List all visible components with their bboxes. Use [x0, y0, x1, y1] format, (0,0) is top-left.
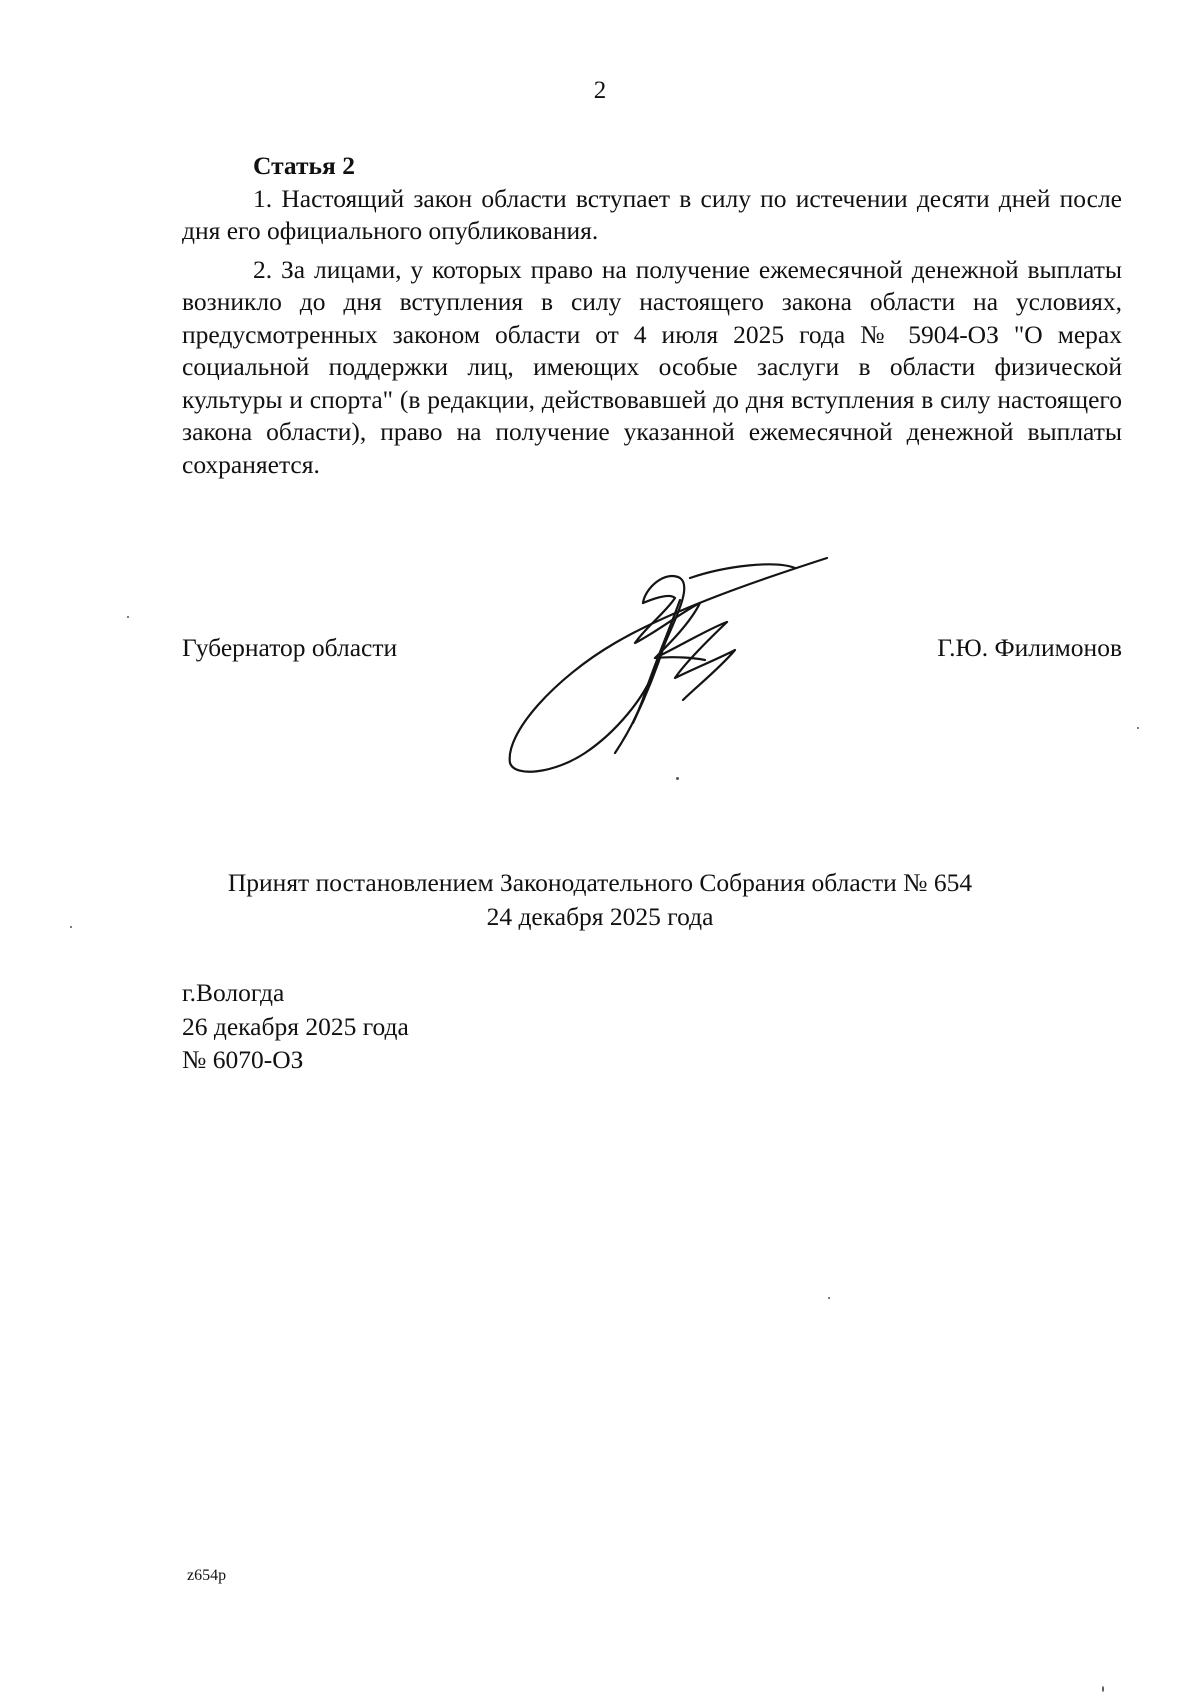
place-date-block — [182, 976, 409, 1077]
signatory-name: Г.Ю. Филимонов — [937, 633, 1122, 662]
city: г.Вологда — [182, 978, 285, 1007]
scan-speck — [70, 926, 72, 928]
scan-speck — [127, 616, 129, 618]
scan-speck — [676, 777, 679, 780]
article-title: Статья 2 — [253, 151, 355, 180]
signatory-position: Губернатор области — [182, 633, 398, 662]
scan-speck — [1102, 1686, 1104, 1692]
adoption-line-1: Принят постановлением Законодательного Собрания области № 654 — [227, 868, 973, 897]
article-paragraph-1: 1. Настоящий закон области вступает в силу по истечении десяти дней после дня его официального опубликования. — [182, 183, 1122, 245]
signing-date: 26 декабря 2025 года — [182, 1011, 409, 1041]
page-number: 2 — [593, 77, 607, 104]
scan-speck — [1137, 727, 1139, 729]
article-section — [182, 150, 1122, 481]
handwritten-signature — [495, 548, 835, 778]
article-paragraph-2: 2. За лицами, у которых право на получение ежемесячной денежной выплаты возникло до дня вступления в силу настоящего закона области на условиях, предусмотренных законом области от 4 июля 2025 года № 5904-ОЗ "О мерах социальной поддержки лиц, имеющих особые заслуги в области физической культуры и спорта" (в редакции, действовавшей до дня вступления в силу настоящего закона области), право на получение указанной ежемесячной денежной выплаты сохраняется. — [182, 254, 1122, 479]
scan-speck — [828, 1297, 830, 1299]
adoption-note — [0, 866, 1200, 934]
law-number: № 6070-ОЗ — [182, 1045, 304, 1074]
adoption-line-2: 24 декабря 2025 года — [486, 902, 714, 931]
footer-code: z654p — [187, 1567, 227, 1584]
